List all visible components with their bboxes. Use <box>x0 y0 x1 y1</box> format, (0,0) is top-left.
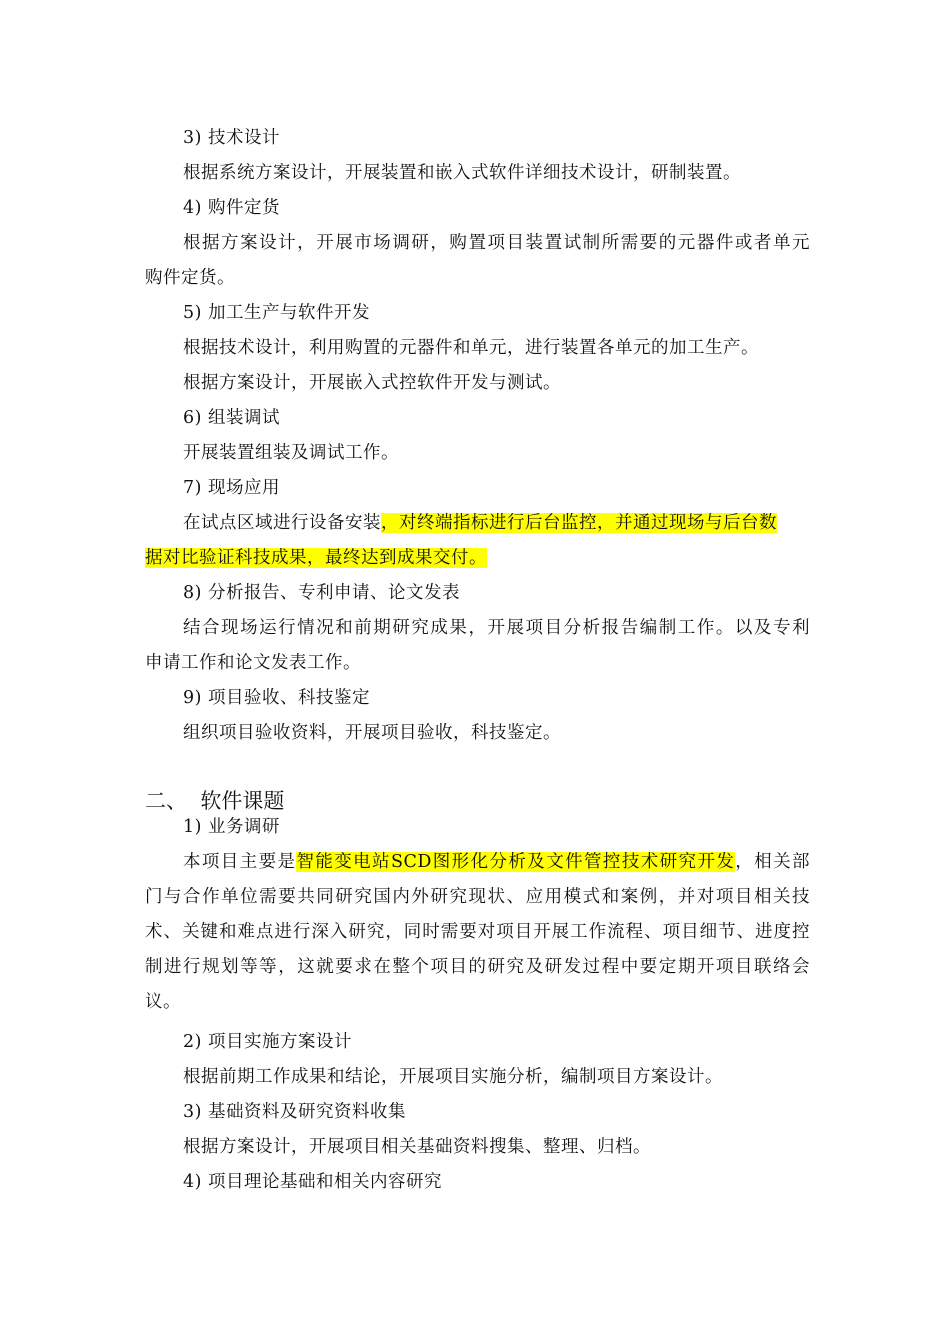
item-heading-2: 2) 项目实施方案设计 <box>183 1032 353 1052</box>
item-heading-4: 4) 购件定货 <box>183 198 281 218</box>
paragraph: 根据方案设计，开展嵌入式控软件开发与测试。 <box>183 373 561 393</box>
highlighted-text: 智能变电站SCD图形化分析及文件管控技术研究开发 <box>296 852 736 872</box>
paragraph: 根据技术设计，利用购置的元器件和单元，进行装置各单元的加工生产。 <box>183 338 759 358</box>
paragraph: 申请工作和论文发表工作。 <box>145 653 361 673</box>
section-title: 二、 软件课题 <box>145 789 285 813</box>
item-heading-4: 4) 项目理论基础和相关内容研究 <box>183 1172 443 1192</box>
item-heading-9: 9) 项目验收、科技鉴定 <box>183 688 371 708</box>
paragraph <box>145 546 810 570</box>
paragraph: 术、关键和难点进行深入研究，同时需要对项目开展工作流程、项目细节、进度控 <box>145 922 810 942</box>
item-heading-3: 3) 技术设计 <box>183 128 281 148</box>
item-heading-3: 3) 基础资料及研究资料收集 <box>183 1102 407 1122</box>
highlighted-text: ，对终端指标进行后台监控，并通过现场与后台数 <box>381 513 777 533</box>
paragraph: 根据前期工作成果和结论，开展项目实施分析，编制项目方案设计。 <box>183 1067 723 1087</box>
paragraph: 购件定货。 <box>145 268 235 288</box>
paragraph: 制进行规划等等，这就要求在整个项目的研究及研发过程中要定期开项目联络会 <box>145 957 810 977</box>
paragraph: 根据系统方案设计，开展装置和嵌入式软件详细技术设计，研制装置。 <box>183 163 741 183</box>
paragraph: 结合现场运行情况和前期研究成果，开展项目分析报告编制工作。以及专利 <box>183 618 810 638</box>
plain-text: 在试点区域进行设备安装 <box>183 513 381 533</box>
paragraph: 开展装置组装及调试工作。 <box>183 443 399 463</box>
item-heading-6: 6) 组装调试 <box>183 408 281 428</box>
item-heading-5: 5) 加工生产与软件开发 <box>183 303 371 323</box>
paragraph: 门与合作单位需要共同研究国内外研究现状、应用模式和案例，并对项目相关技 <box>145 887 810 907</box>
paragraph: 根据方案设计，开展市场调研，购置项目装置试制所需要的元器件或者单元 <box>183 233 810 253</box>
plain-text: 本项目主要是 <box>183 852 297 872</box>
paragraph <box>183 511 810 535</box>
plain-text: ，相关部 <box>735 852 810 872</box>
item-heading-7: 7) 现场应用 <box>183 478 281 498</box>
item-heading-8: 8) 分析报告、专利申请、论文发表 <box>183 583 461 603</box>
paragraph: 根据方案设计，开展项目相关基础资料搜集、整理、归档。 <box>183 1137 651 1157</box>
item-heading-1: 1) 业务调研 <box>183 817 281 837</box>
paragraph: 组织项目验收资料，开展项目验收，科技鉴定。 <box>183 723 561 743</box>
paragraph <box>183 850 810 874</box>
highlighted-text: 据对比验证科技成果，最终达到成果交付。 <box>145 548 487 568</box>
paragraph: 议。 <box>145 992 181 1012</box>
